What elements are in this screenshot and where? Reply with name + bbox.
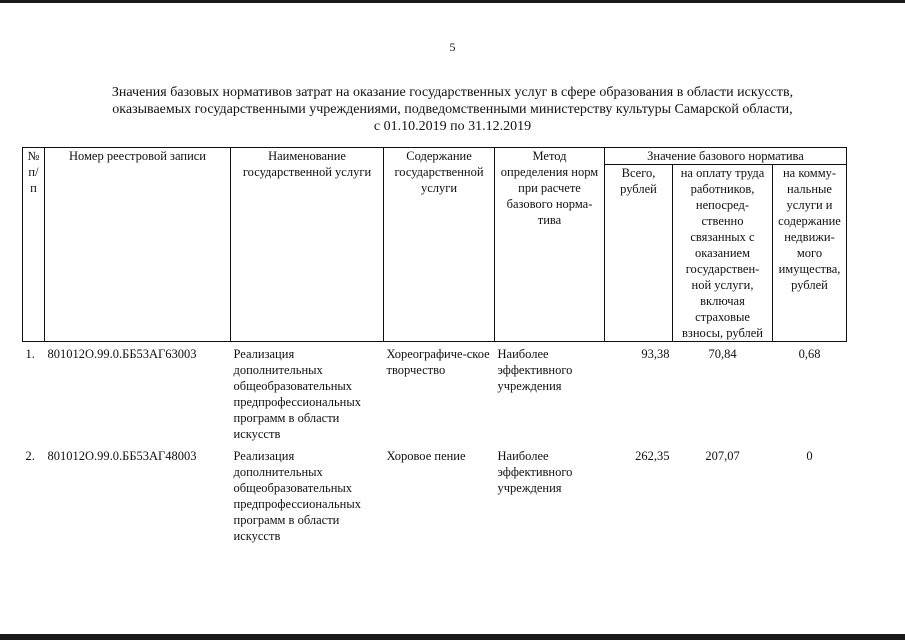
cell-num: 1. — [25, 347, 35, 361]
table-row — [23, 442, 847, 544]
cell-utilities: 0 — [806, 449, 813, 463]
page-number: 5 — [449, 40, 456, 54]
header-service-name: Наименование государственной услуги — [231, 148, 384, 342]
title-line-2: оказываемых государственными учреждениями, подведомственными министерству культуры Самарской области, — [112, 102, 793, 117]
header-registry: Номер реестровой записи — [45, 148, 231, 342]
title-line-1: Значения базовых нормативов затрат на оказание государственных услуг в сфере образования в области искусств, — [111, 85, 794, 100]
cell-registry: 801012О.99.0.ББ53АГ63003 — [47, 347, 197, 361]
document-title — [40, 84, 865, 135]
cell-registry: 801012О.99.0.ББ53АГ48003 — [47, 449, 197, 463]
cell-total: 93,38 — [641, 347, 670, 361]
cell-utilities: 0,68 — [798, 347, 821, 361]
scan-bottom-border — [0, 634, 905, 640]
table-header-row — [23, 148, 847, 165]
header-content: Содержание государственной услуги — [384, 148, 495, 342]
header-method: Метод определения норм при расчете базового норма-тива — [495, 148, 605, 342]
cell-service-name: Реализация дополнительных общеобразовательных предпрофессиональных программ в области искусств — [233, 449, 361, 543]
title-line-3: с 01.10.2019 по 31.12.2019 — [373, 119, 532, 134]
header-utilities: на комму-нальные услуги и содержание недвижи-мого имущества, рублей — [773, 165, 847, 342]
header-num: № п/п — [23, 148, 45, 342]
cell-method: Наиболее эффективного учреждения — [497, 449, 573, 495]
cell-staff: 70,84 — [708, 347, 737, 361]
scan-top-border — [0, 0, 905, 3]
cell-num: 2. — [25, 449, 35, 463]
table-row — [23, 342, 847, 443]
cell-staff: 207,07 — [705, 449, 740, 463]
header-total: Всего, рублей — [605, 165, 673, 342]
header-norm-group: Значение базового норматива — [605, 148, 847, 165]
cell-content: Хоровое пение — [386, 449, 466, 463]
cell-service-name: Реализация дополнительных общеобразовательных предпрофессиональных программ в области искусств — [233, 347, 361, 441]
cell-method: Наиболее эффективного учреждения — [497, 347, 573, 393]
cell-content: Хореографиче-ское творчество — [386, 347, 490, 377]
norms-table — [22, 147, 847, 544]
cell-total: 262,35 — [635, 449, 670, 463]
header-staff: на оплату труда работников, непосред-ственно связанных с оказанием государствен-ной услуги, включая страховые взносы, рублей — [673, 165, 773, 342]
